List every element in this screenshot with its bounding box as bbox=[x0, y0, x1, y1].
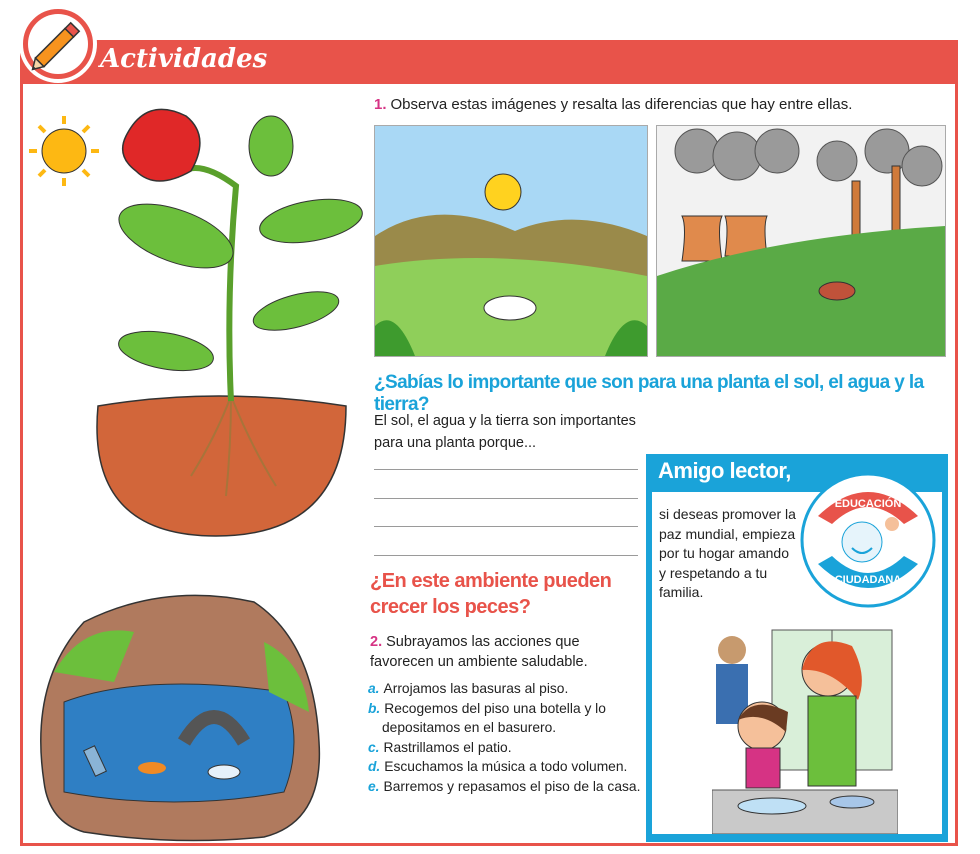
activity-2-text: Subrayamos las acciones que favorecen un ambiente saludable. bbox=[370, 634, 588, 670]
list-item[interactable]: e. Barremos y repasamos el piso de la casa. bbox=[368, 778, 641, 794]
amigo-text: si deseas promover la paz mundial, empieza por tu hogar amando y respetando a tu familia. bbox=[659, 506, 796, 600]
fish-heading: ¿En este ambiente pueden crecer los peces? bbox=[370, 570, 612, 618]
polluted-landscape-image bbox=[656, 125, 946, 357]
pond-illustration bbox=[24, 582, 324, 846]
educacion-ciudadana-badge bbox=[800, 472, 936, 608]
list-item[interactable]: a. Arrojamos las basuras al piso. bbox=[368, 681, 569, 696]
answer-line[interactable] bbox=[374, 469, 638, 470]
clean-landscape-image bbox=[374, 125, 648, 357]
activity-2-instruction bbox=[370, 632, 640, 672]
answer-line[interactable] bbox=[374, 555, 638, 556]
list-item[interactable]: b. Recogemos del piso una botella y lo depositamos en el basurero. bbox=[368, 700, 606, 735]
sun-icon bbox=[29, 116, 99, 186]
answer-line[interactable] bbox=[374, 498, 638, 499]
importance-heading: ¿Sabías lo importante que son para una planta el sol, el agua y la tierra? bbox=[374, 372, 924, 415]
badge-bottom-text: CIUDADANA bbox=[834, 574, 902, 586]
activity-2-number: 2. bbox=[370, 634, 383, 650]
family-cleaning-illustration bbox=[712, 620, 898, 834]
action-list bbox=[368, 679, 648, 796]
activity-1-instruction bbox=[374, 96, 852, 113]
answer-line[interactable] bbox=[374, 526, 638, 527]
list-item[interactable]: d. Escuchamos la música a todo volumen. bbox=[368, 759, 628, 774]
plant-illustration bbox=[26, 96, 366, 546]
activity-1-text: Observa estas imágenes y resalta las diferencias que hay entre ellas. bbox=[390, 96, 853, 113]
activity-1-number: 1. bbox=[374, 96, 387, 113]
importance-prompt: El sol, el agua y la tierra son importantes para una planta porque... bbox=[374, 413, 636, 451]
pencil-icon bbox=[18, 4, 98, 84]
amigo-title: Amigo lector, bbox=[658, 458, 791, 483]
header-title: Actividades bbox=[100, 44, 268, 74]
list-item[interactable]: c. Rastrillamos el patio. bbox=[368, 739, 512, 755]
badge-top-text: EDUCACIÓN bbox=[834, 498, 902, 510]
